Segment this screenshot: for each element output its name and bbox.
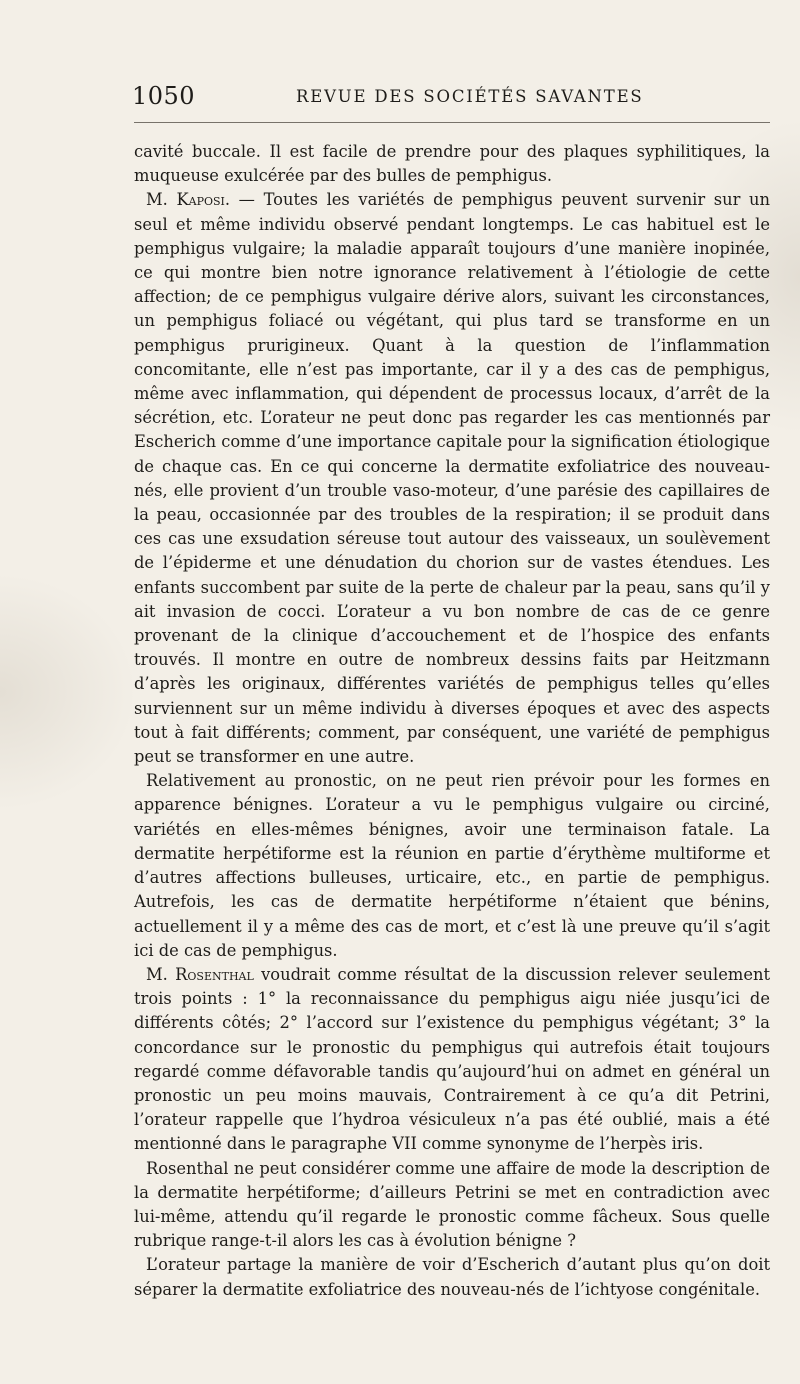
paragraph-5 [134, 1157, 770, 1254]
speaker-name-kaposi: Kaposi [176, 190, 225, 210]
paragraph-2-kaposi [134, 188, 770, 769]
article-body [134, 140, 770, 1302]
speaker-name-rosenthal: Rosenthal [175, 964, 254, 984]
paragraph-text: cavité buccale. Il est facile de prendre pour des plaques syphilitiques, la muqueuse exulcérée par des bulles de pemphigus. [134, 142, 770, 186]
page-header [132, 80, 770, 112]
header-rule [134, 122, 770, 123]
paragraph-text: L’orateur partage la manière de voir d’Escherich d’autant plus qu’on doit séparer la dermatite exfoliatrice des nouveau-nés de l’ichtyose congénitale. [134, 1255, 770, 1299]
paragraph-text: Relativement au pronostic, on ne peut rien prévoir pour les formes en apparence bénignes. L’orateur a vu le pemphigus vulgaire ou circiné, variétés en elles-mêmes bénignes, avoir une terminaison fatale. La dermatite herpétiforme est la réunion en partie d’érythème multiforme et d’autres affections bulleuses, urticaire, etc., en partie de pemphigus. Autrefois, les cas de dermatite herpétiforme n’étaient que bénins, actuellement il y a même des cas de mort, et c’est là une preuve qu’il s’agit ici de cas de pemphigus. [134, 771, 770, 960]
paragraph-1 [134, 140, 770, 188]
paragraph-4-rosenthal [134, 963, 770, 1157]
speaker-prefix: M. [146, 190, 177, 210]
paragraph-text: Rosenthal ne peut considérer comme une affaire de mode la description de la dermatite herpétiforme; d’ailleurs Petrini se met en contradiction avec lui-même, attendu qu’il regarde le pronostic comme fâcheux. Sous quelle rubrique range-t-il alors les cas à évolution bénigne ? [134, 1158, 770, 1251]
speaker-prefix: M. [146, 964, 176, 984]
running-title: REVUE DES SOCIÉTÉS SAVANTES [296, 87, 644, 106]
page-number: 1050 [132, 82, 196, 110]
paragraph-text: voudrait comme résultat de la discussion relever seulement trois points : 1° la reconnaissance du pemphigus aigu niée jusqu’ici de différents côtés; 2° l’accord sur l’existence du pemphigus végétant; 3° la concordance sur le pronostic du pemphigus qui autrefois était toujours regardé comme défavorable tandis qu’aujourd’hui on admet en général un pronostic un peu moins mauvais, Contrairement à ce qu’a dit Petrini, l’orateur rappelle que l’hydroa vésiculeux n’a pas été oublié, mais a été mentionné dans le paragraphe VII comme synonyme de l’herpès iris. [134, 964, 770, 1154]
paragraph-3-pronostic [134, 769, 770, 963]
paragraph-6 [134, 1253, 770, 1301]
paragraph-text: . — Toutes les variétés de pemphigus peuvent survenir sur un seul et même individu observé pendant longtemps. Le cas habituel est le pemphigus vulgaire; la maladie apparaît toujours d’une manière inopinée, ce qui montre bien notre ignorance relativement à l’étiologie de cette affection; de ce pemphigus vulgaire dérive alors, suivant les circonstances, un pemphigus foliacé ou végétant, qui plus tard se transforme en un pemphigus prurigineux. Quant à la question de l’inflammation concomitante, elle n’est pas importante, car il y a des cas de pemphigus, même avec inflammation, qui dépendent de processus locaux, d’arrêt de la sécrétion, etc. L’orateur ne peut donc pas regarder les cas mentionnés par Escherich comme d’une importance capitale pour la signification étiologique de chaque cas. En ce qui concerne la dermatite exfoliatrice des nouveau-nés, elle provient d’un trouble vaso-moteur, d’une parésie des capillaires de la peau, occasionnée par des troubles de la respiration; il se produit dans ces cas une exsudation séreuse tout autour des vaisseaux, un soulèvement de l’épiderme et une dénudation du chorion sur de vastes étendues. Les enfants succombent par suite de la perte de chaleur par la peau, sans qu’il y ait invasion de cocci. L’orateur a vu bon nombre de cas de ce genre provenant de la clinique d’accouchement et de l’hospice des enfants trouvés. Il montre en outre de nombreux dessins faits par Heitzmann d’après les originaux, différentes variétés de pemphigus telles qu’elles surviennent sur un même individu à diverses époques et avec des aspects tout à fait différents; comment, par conséquent, une variété de pemphigus peut se transformer en une autre. [134, 190, 770, 767]
